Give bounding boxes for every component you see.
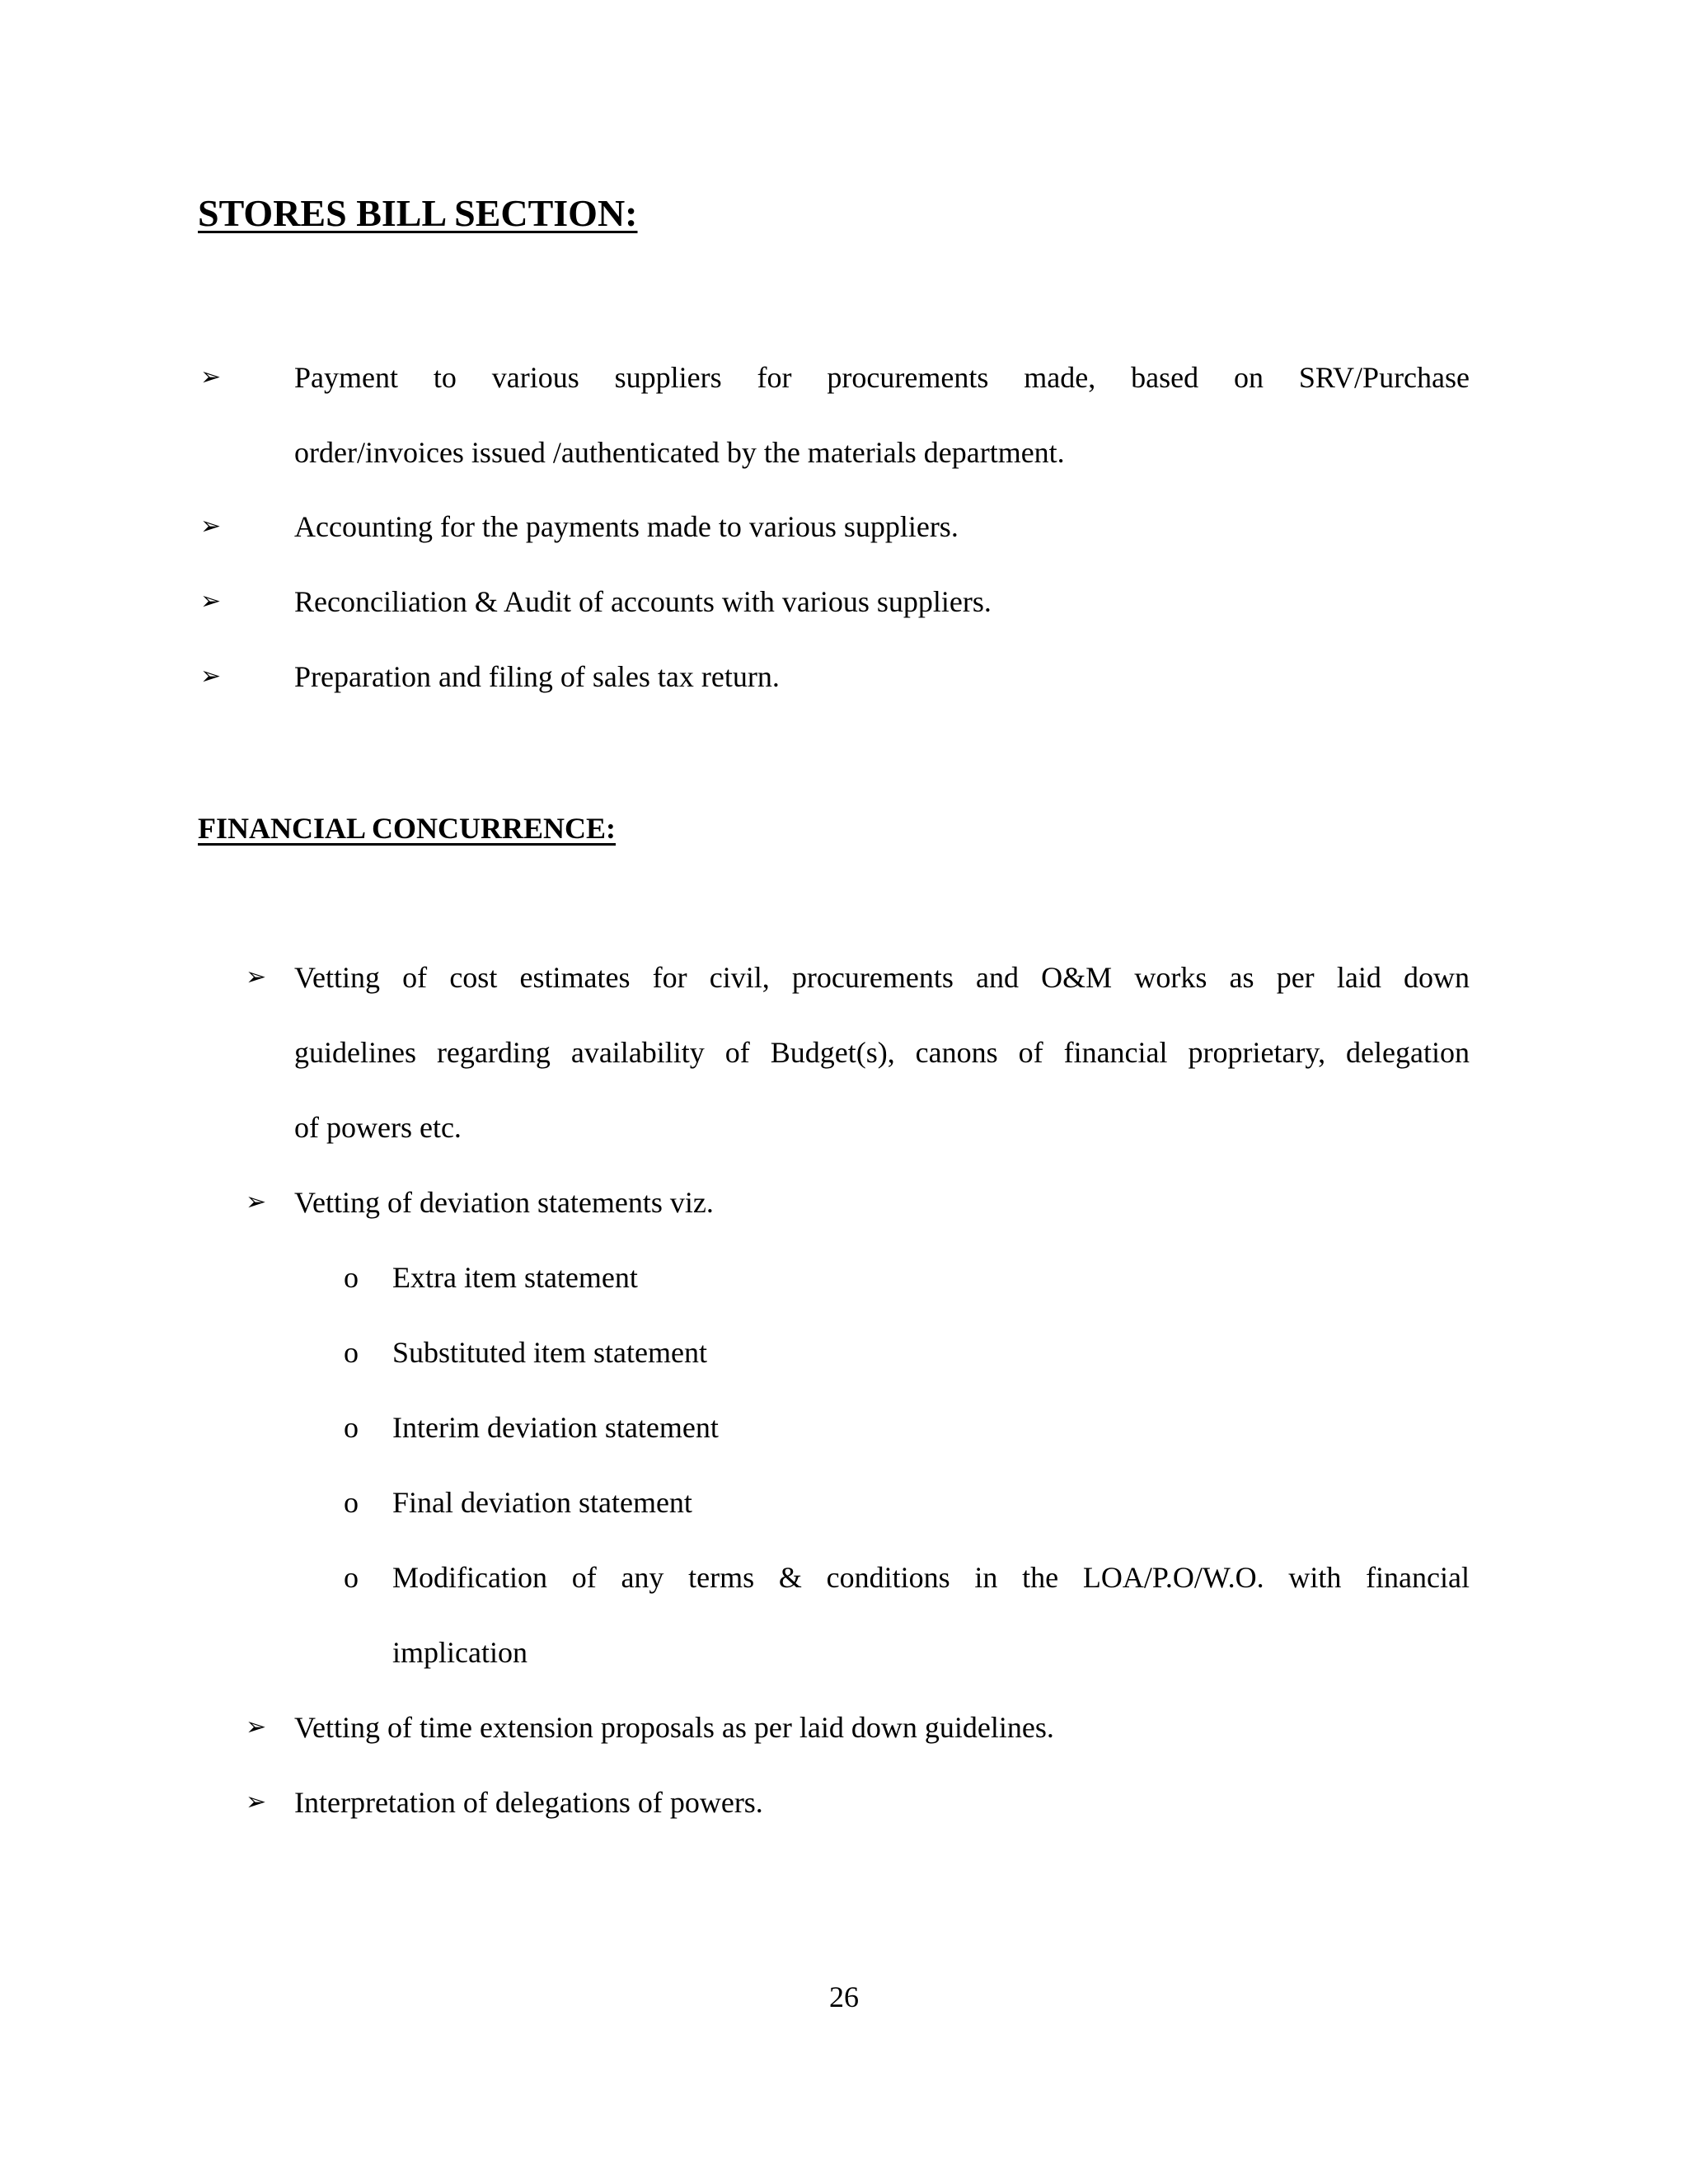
sub-list-item-line: Interim deviation statement xyxy=(392,1411,719,1444)
arrow-bullet-icon: ➢ xyxy=(246,1713,267,1741)
arrow-bullet-icon: ➢ xyxy=(200,662,222,691)
list-item-line: Preparation and filing of sales tax return. xyxy=(294,660,780,693)
sub-list-item-line: Substituted item statement xyxy=(392,1336,707,1369)
circle-bullet-icon: o xyxy=(344,1561,359,1594)
arrow-bullet-icon: ➢ xyxy=(246,1188,267,1216)
sub-list-item-line: Final deviation statement xyxy=(392,1486,692,1519)
list-item-line: Interpretation of delegations of powers. xyxy=(294,1786,763,1819)
list-item-line: Reconciliation & Audit of accounts with various suppliers. xyxy=(294,585,992,618)
page-number: 26 xyxy=(829,1980,859,2013)
section-heading-stores-bill: STORES BILL SECTION: xyxy=(198,192,638,234)
list-item-line: Vetting of deviation statements viz. xyxy=(294,1186,714,1219)
list-item-line: Vetting of cost estimates for civil, procurements and O&M works as per laid down xyxy=(294,961,1470,994)
sub-list-item-line: Extra item statement xyxy=(392,1261,638,1294)
arrow-bullet-icon: ➢ xyxy=(246,1788,267,1816)
list-item-line: guidelines regarding availability of Budget(s), canons of financial proprietary, delegation xyxy=(294,1036,1470,1069)
section-heading-financial-concurrence: FINANCIAL CONCURRENCE: xyxy=(198,812,617,845)
list-item-line: of powers etc. xyxy=(294,1111,462,1144)
arrow-bullet-icon: ➢ xyxy=(200,512,222,541)
sub-list-item-line: Modification of any terms & conditions in the LOA/P.O/W.O. with financial xyxy=(392,1561,1470,1594)
arrow-bullet-icon: ➢ xyxy=(246,963,267,991)
list-item-line: Payment to various suppliers for procurements made, based on SRV/Purchase xyxy=(294,361,1470,394)
sub-list-item-line: implication xyxy=(392,1636,528,1669)
list-item-line: Vetting of time extension proposals as per laid down guidelines. xyxy=(294,1711,1054,1744)
circle-bullet-icon: o xyxy=(344,1411,359,1444)
arrow-bullet-icon: ➢ xyxy=(200,363,222,391)
circle-bullet-icon: o xyxy=(344,1486,359,1519)
arrow-bullet-icon: ➢ xyxy=(200,587,222,616)
circle-bullet-icon: o xyxy=(344,1261,359,1294)
list-item-line: Accounting for the payments made to various suppliers. xyxy=(294,510,959,543)
circle-bullet-icon: o xyxy=(344,1336,359,1369)
list-item-line: order/invoices issued /authenticated by the materials department. xyxy=(294,436,1065,469)
